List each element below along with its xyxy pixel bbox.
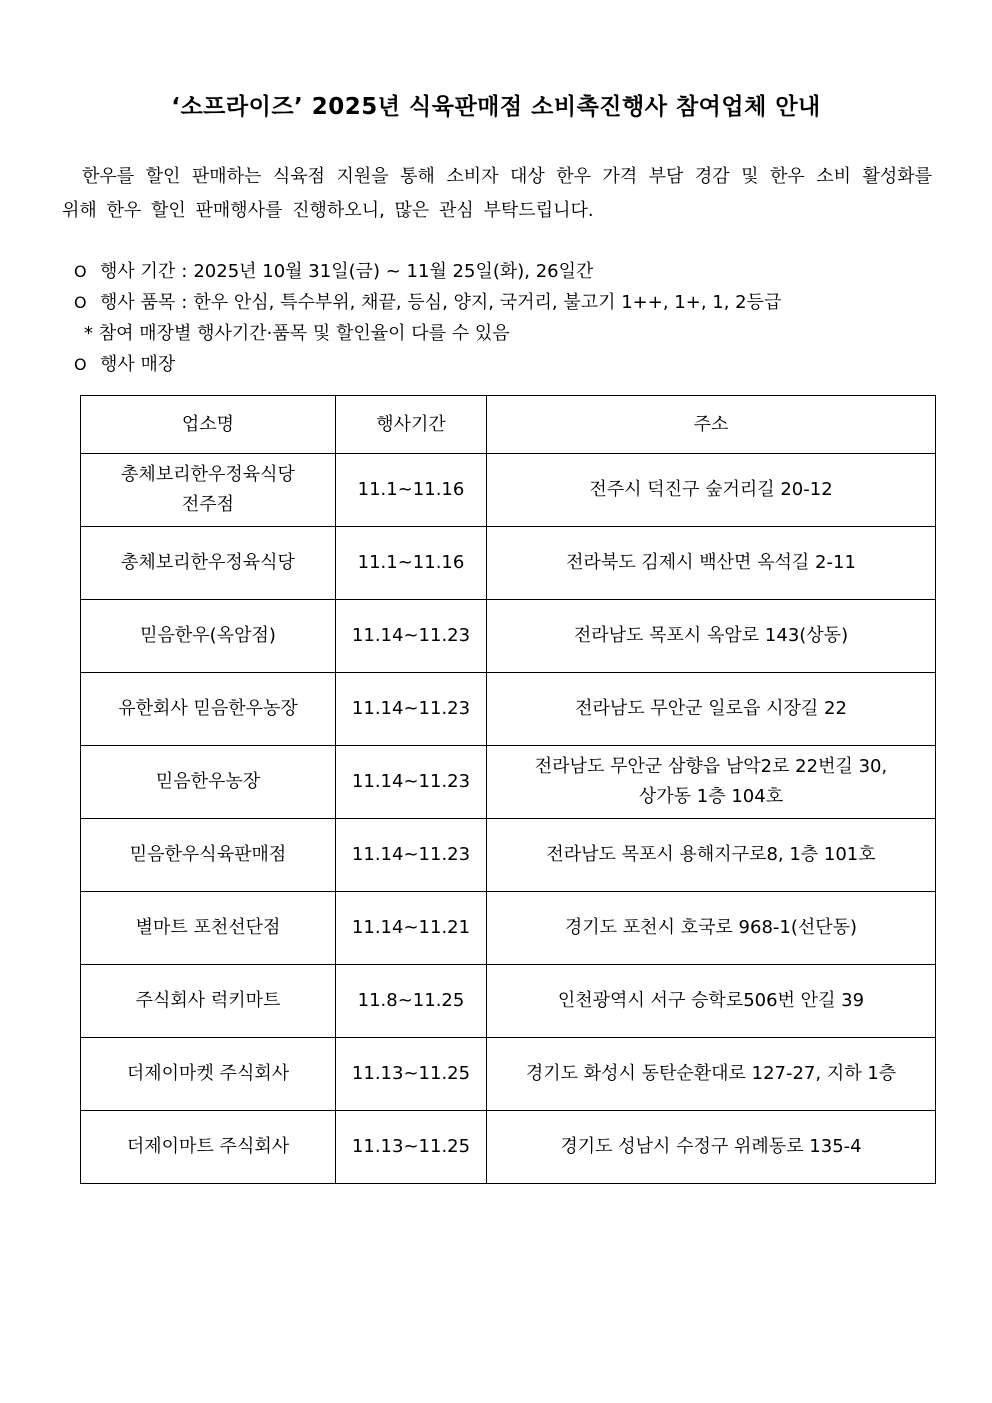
store-period: 11.8~11.25 <box>336 965 487 1038</box>
store-name: 더제이마트 주식회사 <box>81 1111 336 1184</box>
table-row <box>81 892 936 965</box>
table-row <box>81 454 936 527</box>
store-name: 총체보리한우정육식당 <box>81 527 336 600</box>
store-name: 주식회사 럭키마트 <box>81 965 336 1038</box>
table-row <box>81 600 936 673</box>
event-items-label: 행사 품목 <box>100 292 176 313</box>
store-period: 11.1~11.16 <box>336 454 487 527</box>
event-stores-label: 행사 매장 <box>100 354 176 375</box>
event-period-label: 행사 기간 <box>100 261 176 282</box>
stores-table <box>80 395 936 1184</box>
event-items-value: 한우 안심, 특수부위, 채끝, 등심, 양지, 국거리, 불고기 1++, 1+, 1, 2등급 <box>193 292 782 313</box>
event-period-value: 2025년 10월 31일(금) ~ 11월 25일(화), 26일간 <box>193 261 594 282</box>
table-header-row <box>81 396 936 454</box>
store-period: 11.1~11.16 <box>336 527 487 600</box>
store-address: 전라남도 목포시 옥암로 143(상동) <box>487 600 936 673</box>
bullet-circle-icon: O <box>74 262 87 281</box>
table-row <box>81 965 936 1038</box>
store-name: 별마트 포천선단점 <box>81 892 336 965</box>
intro-paragraph <box>62 160 932 228</box>
table-row <box>81 819 936 892</box>
store-period: 11.13~11.25 <box>336 1111 487 1184</box>
store-name: 믿음한우농장 <box>81 746 336 819</box>
store-name: 총체보리한우정육식당 전주점 <box>81 454 336 527</box>
event-items-item <box>74 287 781 318</box>
store-period: 11.13~11.25 <box>336 1038 487 1111</box>
event-info-list <box>74 256 781 380</box>
store-address: 경기도 포천시 호국로 968-1(선단동) <box>487 892 936 965</box>
store-period: 11.14~11.23 <box>336 600 487 673</box>
store-name: 믿음한우식육판매점 <box>81 819 336 892</box>
store-address: 전라남도 무안군 삼향읍 남악2로 22번길 30, 상가동 1층 104호 <box>487 746 936 819</box>
store-address: 경기도 화성시 동탄순환대로 127-27, 지하 1층 <box>487 1038 936 1111</box>
store-name: 더제이마켓 주식회사 <box>81 1038 336 1111</box>
store-period: 11.14~11.21 <box>336 892 487 965</box>
bullet-circle-icon: O <box>74 355 87 374</box>
event-period-item <box>74 256 781 287</box>
store-address: 인천광역시 서구 승학로506번 안길 39 <box>487 965 936 1038</box>
store-address: 전라북도 김제시 백산면 옥석길 2-11 <box>487 527 936 600</box>
store-name: 유한회사 믿음한우농장 <box>81 673 336 746</box>
header-period: 행사기간 <box>336 396 487 454</box>
table-row <box>81 746 936 819</box>
table-row <box>81 1038 936 1111</box>
page-title: ‘소프라이즈’ 2025년 식육판매점 소비촉진행사 참여업체 안내 <box>171 94 821 120</box>
header-name: 업소명 <box>81 396 336 454</box>
table-row <box>81 527 936 600</box>
event-stores-item <box>74 349 781 380</box>
intro-text: 한우를 할인 판매하는 식육점 지원을 통해 소비자 대상 한우 가격 부담 경감 및 한우 소비 활성화를 위해 한우 할인 판매행사를 진행하오니, 많은 관심 부탁드립니다. <box>62 166 932 221</box>
store-address: 전라남도 무안군 일로읍 시장길 22 <box>487 673 936 746</box>
separator: : <box>181 292 188 313</box>
store-address: 전주시 덕진구 숲거리길 20-12 <box>487 454 936 527</box>
header-address: 주소 <box>487 396 936 454</box>
store-address: 경기도 성남시 수정구 위례동로 135-4 <box>487 1111 936 1184</box>
store-period: 11.14~11.23 <box>336 746 487 819</box>
store-period: 11.14~11.23 <box>336 819 487 892</box>
store-address: 전라남도 목포시 용해지구로8, 1층 101호 <box>487 819 936 892</box>
store-period: 11.14~11.23 <box>336 673 487 746</box>
bullet-circle-icon: O <box>74 293 87 312</box>
table-row <box>81 1111 936 1184</box>
separator: : <box>181 261 188 282</box>
store-name: 믿음한우(옥암점) <box>81 600 336 673</box>
event-note: * 참여 매장별 행사기간·품목 및 할인율이 다를 수 있음 <box>84 323 510 344</box>
table-row <box>81 673 936 746</box>
